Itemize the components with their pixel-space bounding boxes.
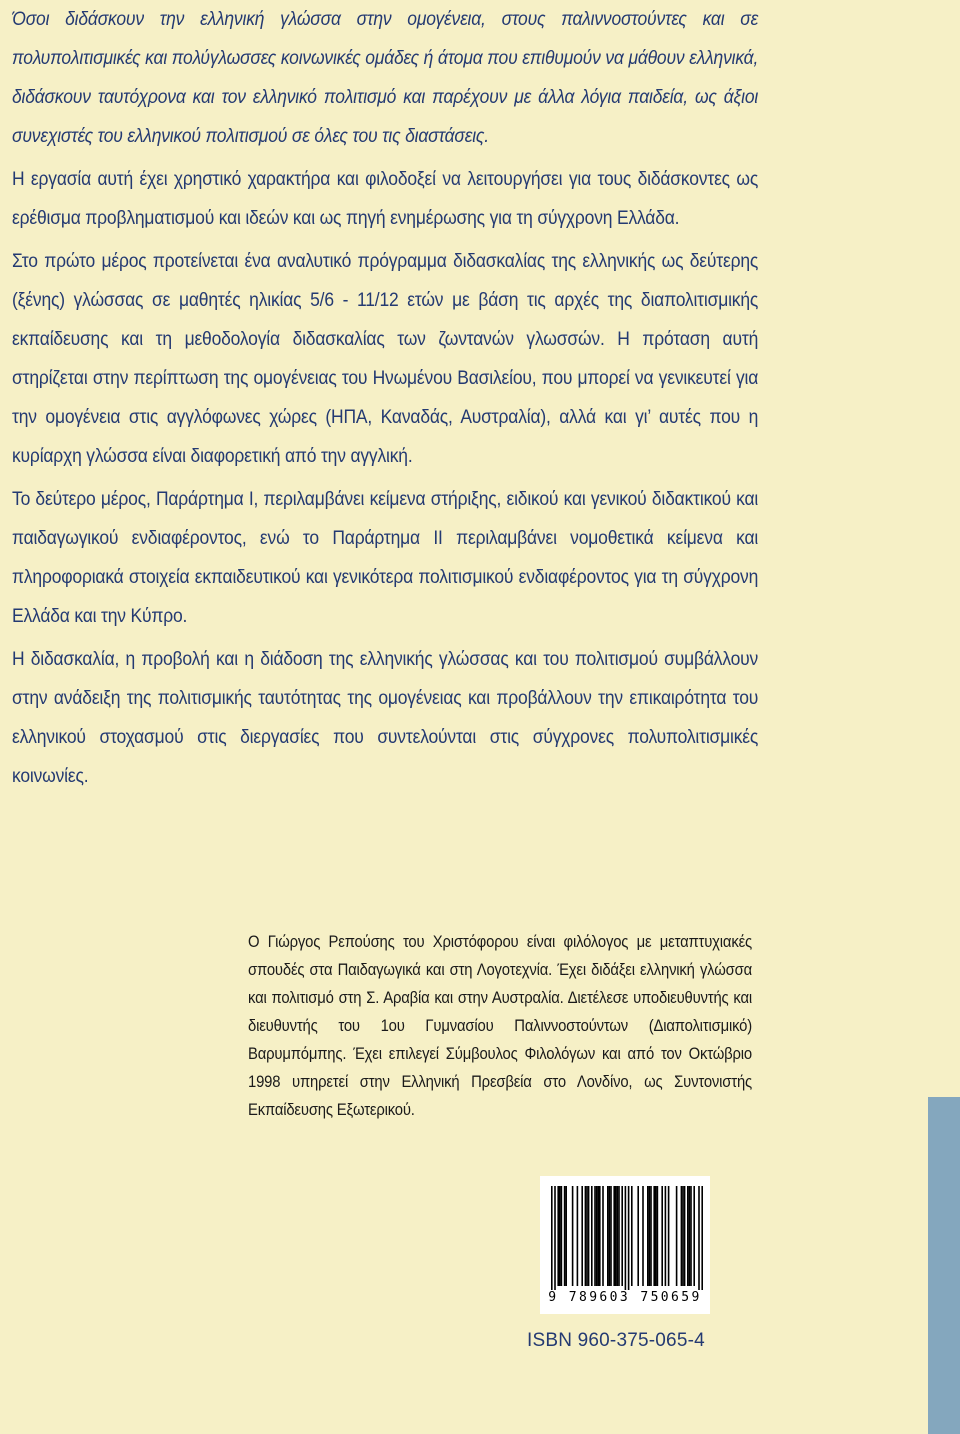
barcode-bar bbox=[557, 1186, 559, 1286]
spine-strip bbox=[928, 1097, 960, 1434]
barcode-bar bbox=[682, 1186, 684, 1286]
barcode-bar bbox=[701, 1186, 703, 1290]
barcode-bar bbox=[668, 1186, 670, 1286]
barcode-bar bbox=[561, 1186, 563, 1286]
barcode-bar bbox=[621, 1186, 623, 1286]
barcode-bar bbox=[684, 1186, 686, 1286]
barcode-bar bbox=[602, 1186, 604, 1286]
paragraph-2: Η εργασία αυτή έχει χρηστικό χαρακτήρα και φιλοδοξεί να λειτουργήσει για τους διδάσκοντες ως ερέθισμα προβληματισμού και ιδεών και ως πηγή ενημέρωσης για τη σύγχρονη Ελλάδα. bbox=[12, 169, 759, 229]
barcode-bar bbox=[687, 1186, 689, 1286]
barcode-bar bbox=[594, 1186, 596, 1286]
barcode-bar bbox=[650, 1186, 652, 1286]
barcode-bar bbox=[661, 1186, 663, 1286]
barcode-bar bbox=[665, 1186, 667, 1286]
barcode-bar bbox=[653, 1186, 655, 1286]
author-bio-text: Ο Γιώργος Ρεπούσης του Χριστόφορου είναι φιλόλογος με μεταπτυχιακές σπουδές στα Παιδαγωγικά και στη Λογοτεχνία. Έχει διδάξει ελληνική γλώσσα και πολιτισμό στη Σ. Αραβία και στην Αυστραλία. Διετέλεσε υποδιευθυντής και διευθυντής του 1ου Γυμνασίου Παλιννοστούντων (Διαπολιτισμικό) Βαρυμπόμπης. Έχει επιλεγεί Σύμβουλος Φιλολόγων και από τον Οκτώβριο 1998 υπηρετεί στην Ελληνική Πρεσβεία στο Λονδίνο, ως Συντονιστής Εκπαίδευσης Εξωτερικού. bbox=[248, 933, 752, 1119]
barcode-bar bbox=[615, 1186, 617, 1286]
barcode bbox=[540, 1176, 710, 1314]
paragraph-4: Το δεύτερο μέρος, Παράρτημα Ι, περιλαμβάνει κείμενα στήριξης, ειδικού και γενικού διδακτικού και παιδαγωγικού ενδιαφέροντος, ενώ το Παράρτημα ΙΙ περιλαμβάνει νομοθετικά κείμενα και πληροφοριακά στοιχεία εκπαιδευτικού και γενικότερα πολιτισμικού ενδιαφέροντος για τη σύγχρονη Ελλάδα και την Κύπρο. bbox=[12, 489, 759, 627]
barcode-bar bbox=[609, 1186, 611, 1286]
barcode-bar bbox=[610, 1186, 612, 1286]
barcode-bar bbox=[596, 1186, 598, 1286]
paragraph-1: Όσοι διδάσκουν την ελληνική γλώσσα στην ομογένεια, στους παλιννοστούντες και σε πολυπολιτισμικές και πολύγλωσσες κοινωνικές ομάδες ή άτομα που επιθυμούν να μάθουν ελληνικά, διδάσκουν ταυτόχρονα και τον ελληνικό πολιτισμό και παρέχουν με άλλα λόγια παιδεία, ως άξιοι συνεχιστές του ελληνικού πολιτισμού σε όλες του τις διαστάσεις. bbox=[12, 9, 759, 147]
isbn-label: ISBN 960-375-065-4 bbox=[527, 1330, 705, 1351]
cover-description bbox=[12, 0, 759, 796]
barcode-bar bbox=[693, 1186, 695, 1286]
author-bio bbox=[248, 928, 752, 1124]
barcode-bar bbox=[591, 1186, 593, 1286]
barcode-bar bbox=[564, 1186, 566, 1286]
barcode-bar bbox=[647, 1186, 649, 1286]
barcode-bar bbox=[581, 1186, 583, 1286]
barcode-bar bbox=[642, 1186, 644, 1286]
barcode-bar bbox=[551, 1186, 553, 1290]
barcode-bar bbox=[572, 1186, 574, 1286]
barcode-bar bbox=[577, 1186, 579, 1286]
barcode-bar bbox=[637, 1186, 639, 1286]
barcode-bar bbox=[559, 1186, 561, 1286]
barcode-bar bbox=[657, 1186, 659, 1286]
barcode-bar bbox=[617, 1186, 619, 1286]
barcode-bar bbox=[681, 1186, 683, 1286]
barcode-bar bbox=[607, 1186, 609, 1286]
barcode-bar bbox=[618, 1186, 620, 1286]
barcode-bar bbox=[631, 1186, 633, 1286]
barcode-bar bbox=[599, 1186, 601, 1286]
barcode-digits: 9 789603 750659 bbox=[548, 1290, 702, 1305]
barcode-bar bbox=[649, 1186, 651, 1286]
barcode-bar bbox=[698, 1186, 700, 1290]
barcode-bar bbox=[588, 1186, 590, 1286]
barcode-bar bbox=[565, 1186, 567, 1286]
barcode-bar bbox=[586, 1186, 588, 1286]
paragraph-5: Η διδασκαλία, η προβολή και η διάδοση της ελληνικής γλώσσας και του πολιτισμού συμβάλλουν στην ανάδειξη της πολιτισμικής ταυτότητας της ομογένειας και προβάλλουν την επικαιρότητα του ελληνικού στοχασμού στις διεργασίες που συντελούνται στις σύγχρονες πολυπολιτισμικές κοινωνίες. bbox=[12, 649, 759, 787]
barcode-bar bbox=[628, 1186, 630, 1290]
barcode-bar bbox=[613, 1186, 615, 1286]
barcode-bar bbox=[585, 1186, 587, 1286]
barcode-bar bbox=[554, 1186, 556, 1290]
barcode-bar bbox=[689, 1186, 691, 1286]
barcode-bar bbox=[625, 1186, 627, 1290]
barcode-bar bbox=[676, 1186, 678, 1286]
paragraph-3: Στο πρώτο μέρος προτείνεται ένα αναλυτικό πρόγραμμα διδασκαλίας της ελληνικής ως δεύτερης (ξένης) γλώσσας σε μαθητές ηλικίας 5/6 - 11/12 ετών με βάση τις αρχές της διαπολιτισμικής εκπαίδευσης και τη μεθοδολογία διδασκαλίας των ζωντανών γλωσσών. Η πρόταση αυτή στηρίζεται στην περίπτωση της ομογένειας του Ηνωμένου Βασιλείου, που μπορεί να γενικευτεί για την ομογένεια στις αγγλόφωνες χώρες (ΗΠΑ, Καναδάς, Αυστραλία), αλλά και γι’ αυτές που η κυρίαρχη γλώσσα είναι διαφορετική από την αγγλική. bbox=[12, 251, 759, 467]
barcode-bar bbox=[597, 1186, 599, 1286]
barcode-bar bbox=[690, 1186, 692, 1286]
barcode-bar bbox=[655, 1186, 657, 1286]
